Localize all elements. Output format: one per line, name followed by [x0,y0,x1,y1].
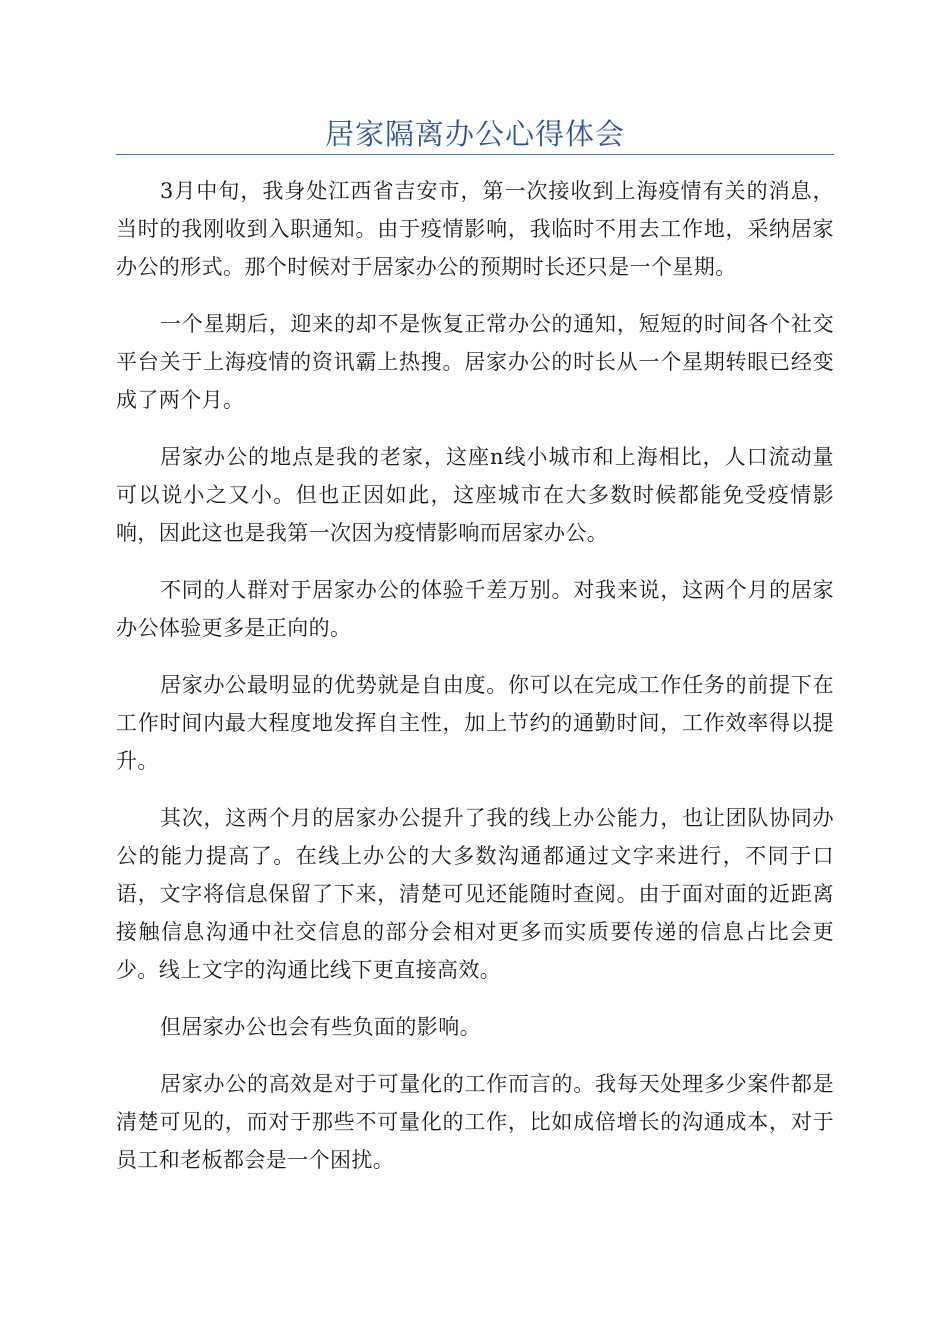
paragraph-1: 3月中旬，我身处江西省吉安市，第一次接收到上海疫情有关的消息，当时的我刚收到入职通知。由于疫情影响，我临时不用去工作地，采纳居家办公的形式。那个时候对于居家办公的预期时长还只是一个星期。 [116,179,834,279]
paragraph-6: 其次，这两个月的居家办公提升了我的线上办公能力，也让团队协同办公的能力提高了。在线上办公的大多数沟通都通过文字来进行，不同于口语，文字将信息保留了下来，清楚可见还能随时查阅。由于面对面的近距离接触信息沟通中社交信息的部分会相对更多而实质要传递的信息占比会更少。线上文字的沟通比线下更直接高效。 [116,806,834,982]
paragraph-2: 一个星期后，迎来的却不是恢复正常办公的通知，短短的时间各个社交平台关于上海疫情的资讯霸上热搜。居家办公的时长从一个星期转眼已经变成了两个月。 [116,312,834,412]
document-body [116,172,834,1198]
paragraph-5: 居家办公最明显的优势就是自由度。你可以在完成工作任务的前提下在工作时间内最大程度地发挥自主性，加上节约的通勤时间，工作效率得以提升。 [116,673,834,773]
paragraph-4: 不同的人群对于居家办公的体验千差万别。对我来说，这两个月的居家办公体验更多是正向的。 [116,578,834,640]
paragraph-7: 但居家办公也会有些负面的影响。 [160,1015,481,1039]
paragraph-3: 居家办公的地点是我的老家，这座n线小城市和上海相比，人口流动量可以说小之又小。但也正因如此，这座城市在大多数时候都能免受疫情影响，因此这也是我第一次因为疫情影响而居家办公。 [116,445,834,545]
paragraph-8: 居家办公的高效是对于可量化的工作而言的。我每天处理多少案件都是清楚可见的，而对于那些不可量化的工作，比如成倍增长的沟通成本，对于员工和老板都会是一个困扰。 [116,1072,834,1172]
title-underline-divider [116,154,834,155]
document-title: 居家隔离办公心得体会 [324,117,625,151]
